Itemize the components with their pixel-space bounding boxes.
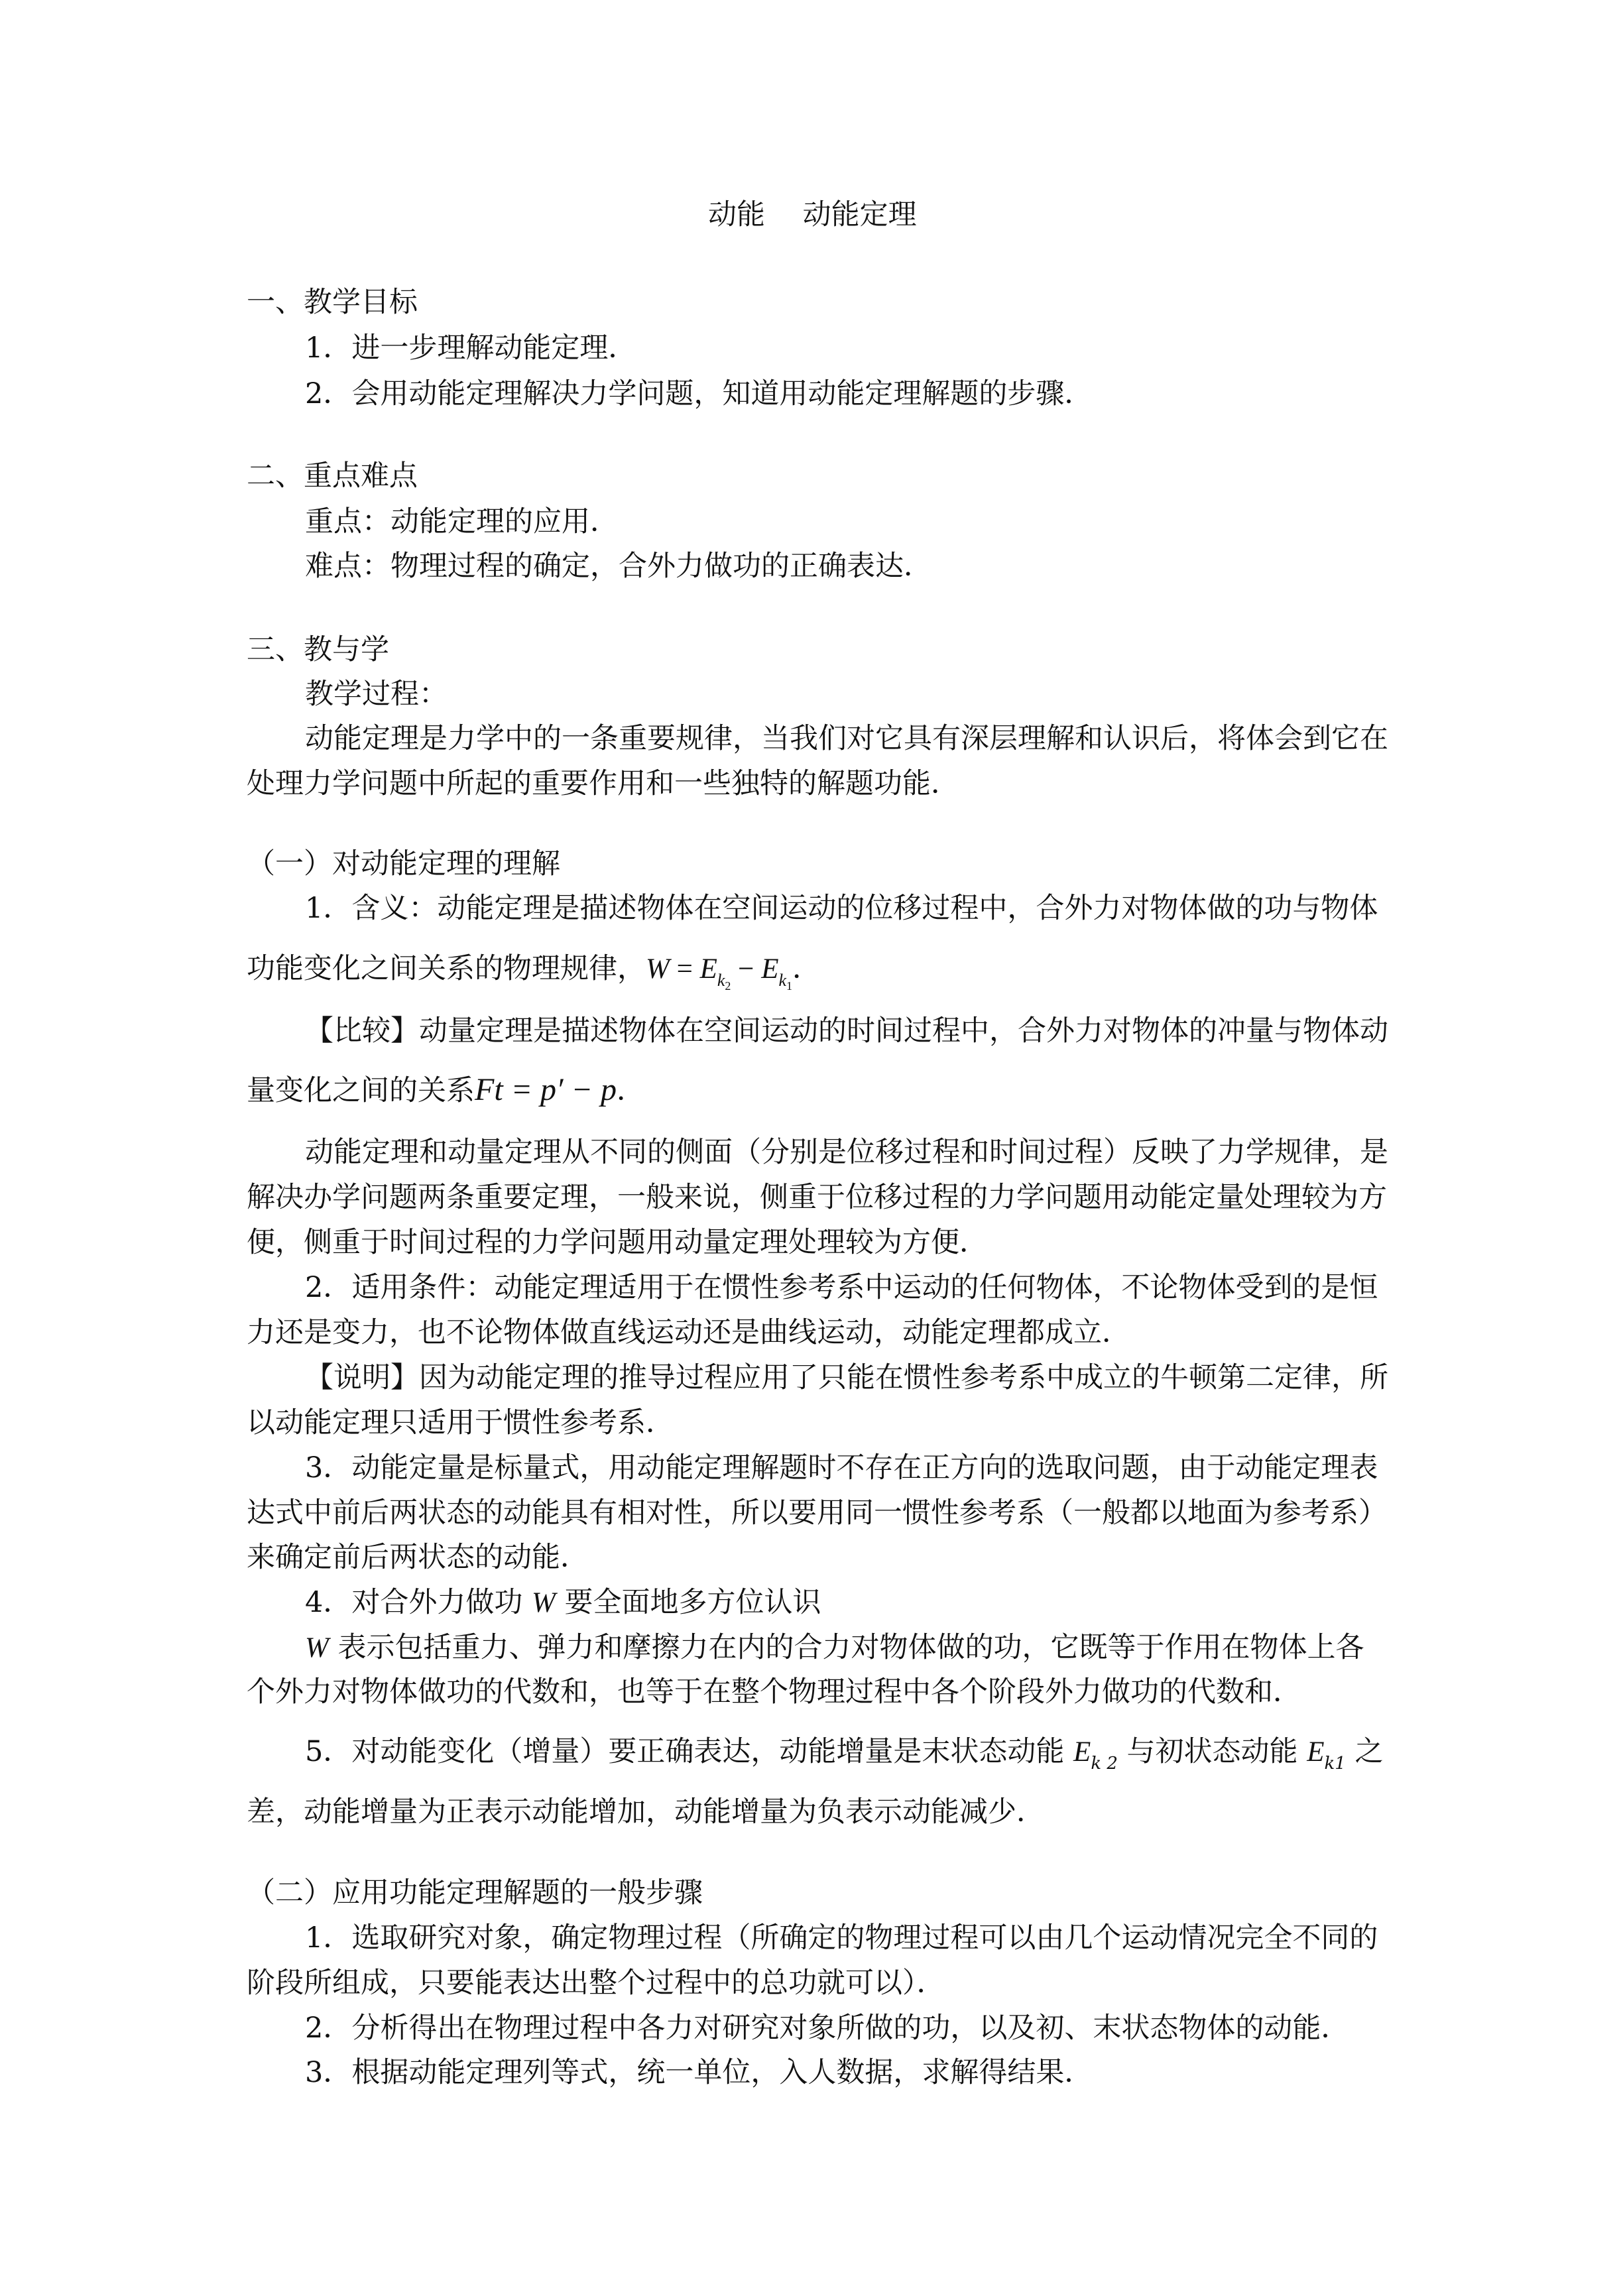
paragraph-text: 功能变化之间关系的物理规律， [247,952,646,985]
paragraph-line: 阶段所组成，只要能表达出整个过程中的总功就可以）． [247,1966,945,2000]
formula-symbol-W: W [532,1587,556,1618]
paragraph-line: 处理力学问题中所起的重要作用和一些独特的解题功能． [247,767,959,800]
paragraph-text: 量变化之间的关系 [247,1074,475,1107]
paragraph-line: 3．根据动能定理列等式，统一单位，入人数据，求解得结果． [305,2056,1093,2089]
formula-symbol: W [646,953,670,985]
formula-impulse-momentum: Ft = p′ − p [475,1072,617,1107]
paragraph-line: 1．选取研究对象，确定物理过程（所确定的物理过程可以由几个运动情况完全不同的 [305,1921,1378,1955]
paragraph-line: 2．适用条件：动能定理适用于在惯性参考系中运动的任何物体，不论物体受到的是恒 [305,1271,1378,1304]
formula-subscript [778,971,793,993]
page-title: 动能 动能定理 [708,198,917,231]
formula-subscript [717,971,731,993]
formula-subscript-k: k [717,971,725,990]
paragraph-text: 与初状态动能 [1117,1735,1307,1768]
formula-symbol-E: E [1073,1736,1091,1768]
formula-symbol-E: E [1307,1736,1325,1768]
formula-subscript-k: k [778,971,787,990]
paragraph-line [305,1733,1383,1782]
paragraph-line: 达式中前后两状态的动能具有相对性，所以要用同一惯性参考系（一般都以地面为参考系） [247,1496,1387,1530]
formula-subscript: k 2 [1091,1754,1118,1774]
paragraph-line: 2．分析得出在物理过程中各力对研究对象所做的功，以及初、末状态物体的动能． [305,2012,1350,2045]
paragraph-line [305,1584,821,1622]
section-heading: 二、重点难点 [247,459,418,493]
paragraph-line: 力还是变力，也不论物体做直线运动还是曲线运动，动能定理都成立． [247,1316,1130,1349]
punctuation: ． [792,952,821,985]
paragraph-line: 来确定前后两状态的动能． [247,1541,589,1574]
paragraph-line [305,1629,1364,1667]
paragraph-line: 动能定理是力学中的一条重要规律，当我们对它具有深层理解和认识后，将体会到它在 [305,722,1388,755]
formula-subscript: k1 [1324,1754,1346,1774]
section-heading: 三、教与学 [247,633,389,666]
formula-symbol-W: W [305,1632,329,1663]
paragraph-line: 2．会用动能定理解决力学问题，知道用动能定理解题的步骤． [305,377,1093,410]
paragraph-text: 之 [1345,1735,1384,1768]
paragraph-text: 要全面地多方位认识 [555,1586,821,1619]
paragraph-line: 动能定理和动量定理从不同的侧面（分别是位移过程和时间过程）反映了力学规律，是 [305,1136,1388,1169]
subsection-heading: （一）对动能定理的理解 [247,847,560,880]
paragraph-line: 解决办学问题两条重要定理，一般来说，侧重于位移过程的力学问题用动能定量处理较为方 [247,1181,1387,1214]
paragraph-text: 表示包括重力、弹力和摩擦力在内的合力对物体做的功，它既等于作用在物体上各 [328,1631,1364,1664]
note-line: 【说明】因为动能定理的推导过程应用了只能在惯性参考系中成立的牛顿第二定律，所 [305,1361,1388,1394]
paragraph-line: 个外力对物体做功的代数和，也等于在整个物理过程中各个阶段外力做功的代数和． [247,1675,1301,1709]
paragraph-line: 差，动能增量为正表示动能增加，动能增量为负表示动能减少． [247,1795,1045,1829]
formula-subscript-index: 1 [786,979,793,993]
subsection-heading: （二）应用功能定理解题的一般步骤 [247,1876,703,1909]
paragraph-line: 重点：动能定理的应用． [305,505,619,538]
formula-symbol: E [761,953,779,985]
paragraph-line: 3．动能定量是标量式，用动能定理解题时不存在正方向的选取问题，由于动能定理表 [305,1451,1378,1484]
punctuation: ． [616,1074,645,1107]
paragraph-line: 便，侧重于时间过程的力学问题用动量定理处理较为方便． [247,1226,988,1259]
paragraph-text: 4．对合外力做功 [305,1586,532,1619]
note-line: 以动能定理只适用于惯性参考系． [247,1406,674,1439]
formula-operator: − [731,953,762,985]
formula-operator: = [669,953,700,985]
formula-symbol: E [699,953,717,985]
formula-work-energy [646,953,793,993]
section-heading: 一、教学目标 [247,286,418,319]
paragraph-line-with-formula [247,1071,645,1109]
paragraph-line: 教学过程： [305,678,448,711]
paragraph-line-with-formula [247,950,821,1004]
paragraph-line: 1．含义：动能定理是描述物体在空间运动的位移过程中，合外力对物体做的功与物体 [305,892,1378,925]
paragraph-line: 难点：物理过程的确定，合外力做功的正确表达． [305,550,932,583]
formula-subscript-index: 2 [725,979,731,993]
paragraph-line: 1．进一步理解动能定理． [305,332,637,365]
paragraph-text: 5．对动能变化（增量）要正确表达，动能增量是末状态动能 [305,1735,1074,1768]
paragraph-line: 【比较】动量定理是描述物体在空间运动的时间过程中，合外力对物体的冲量与物体动 [305,1014,1388,1048]
